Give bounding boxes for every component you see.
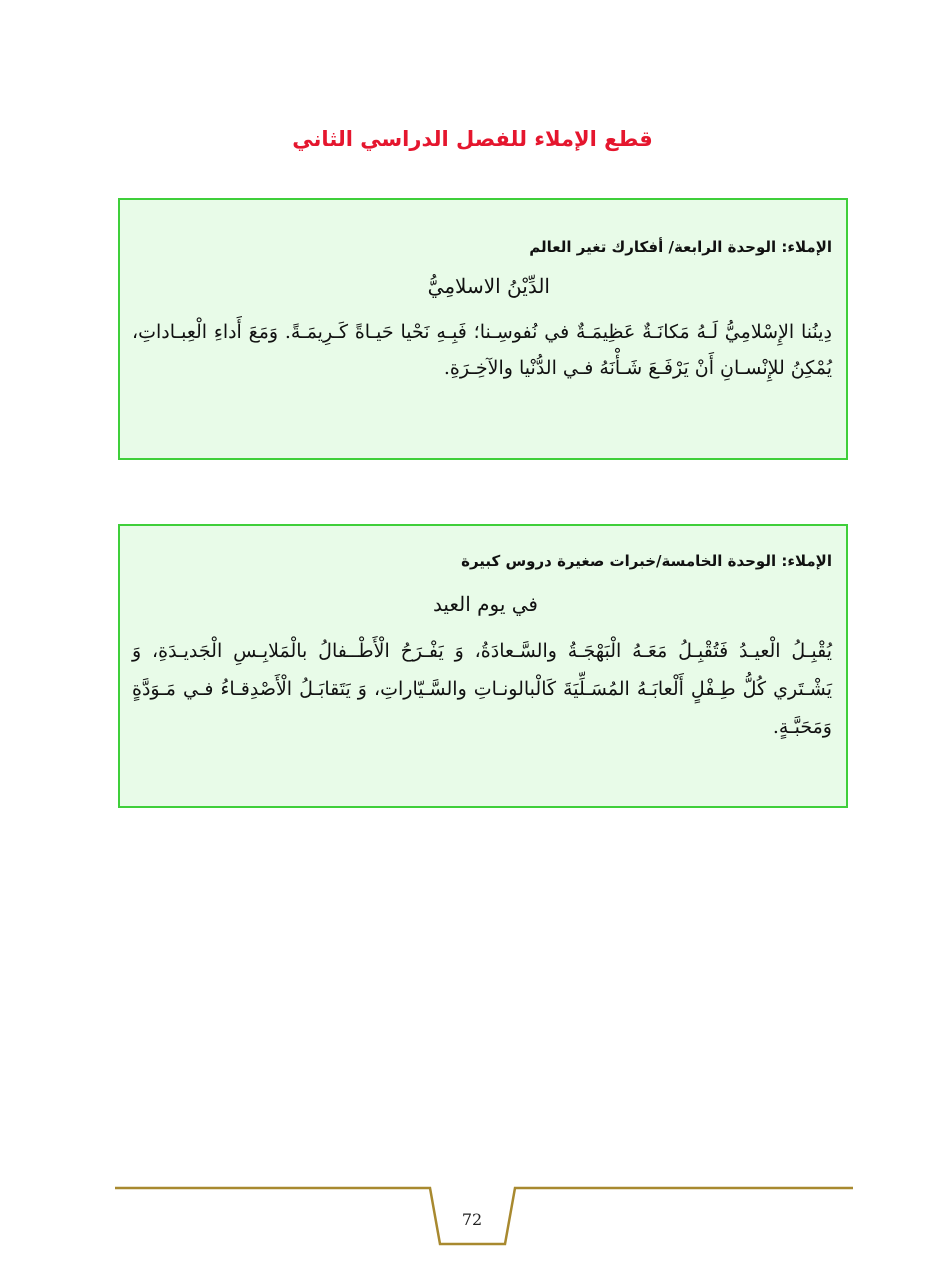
passage-text: يُقْبِـلُ الْعيـدُ فَتُقْبِـلُ مَعَـهُ الْبَهْجَـةُ والسَّـعادَةُ، وَ يَفْـرَحُ الْأَطْــفالُ بالْمَلابِـسِ الْجَديـدَةِ، وَ يَشْـتَري كُلُّ طِـفْلٍ أَلْعابَـهُ المُسَـلِّيَةَ كَالْبالونـاتِ والسَّـيّاراتِ، وَ يَتَقابَـلُ الْأَصْدِقـاءُ فـي مَـوَدَّةٍ وَمَحَبَّـةٍ. (132, 640, 832, 738)
passage-title: في يوم العيد (432, 592, 538, 616)
section-heading: الإملاء: الوحدة الرابعة/ أفكارك تغير العالم (529, 238, 832, 256)
passage-title: الدِّيْنُ الاسلامِيُّ (427, 274, 550, 298)
page-title: قطع الإملاء للفصل الدراسي الثاني (292, 127, 653, 151)
page-number: 72 (461, 1210, 483, 1229)
passage-text: دِينُنا الإِسْلامِيُّ لَـهُ مَكانَـةٌ عَظِيمَـةٌ في نُفوسِـنا؛ فَبِـهِ نَحْيا حَيـاةً كَـرِيمَـةً. وَمَعَ أَداءِ الْعِبـاداتِ، يُمْكِنُ للإِنْسـانِ أَنْ يَرْفَـعَ شَـأْنَهُ فـي الدُّنْيا والآخِـرَةِ. (132, 321, 832, 379)
dictation-box-unit-5 (118, 524, 848, 808)
section-heading: الإملاء: الوحدة الخامسة/خبرات صغيرة دروس كبيرة (461, 552, 832, 570)
dictation-box-unit-4 (118, 198, 848, 460)
